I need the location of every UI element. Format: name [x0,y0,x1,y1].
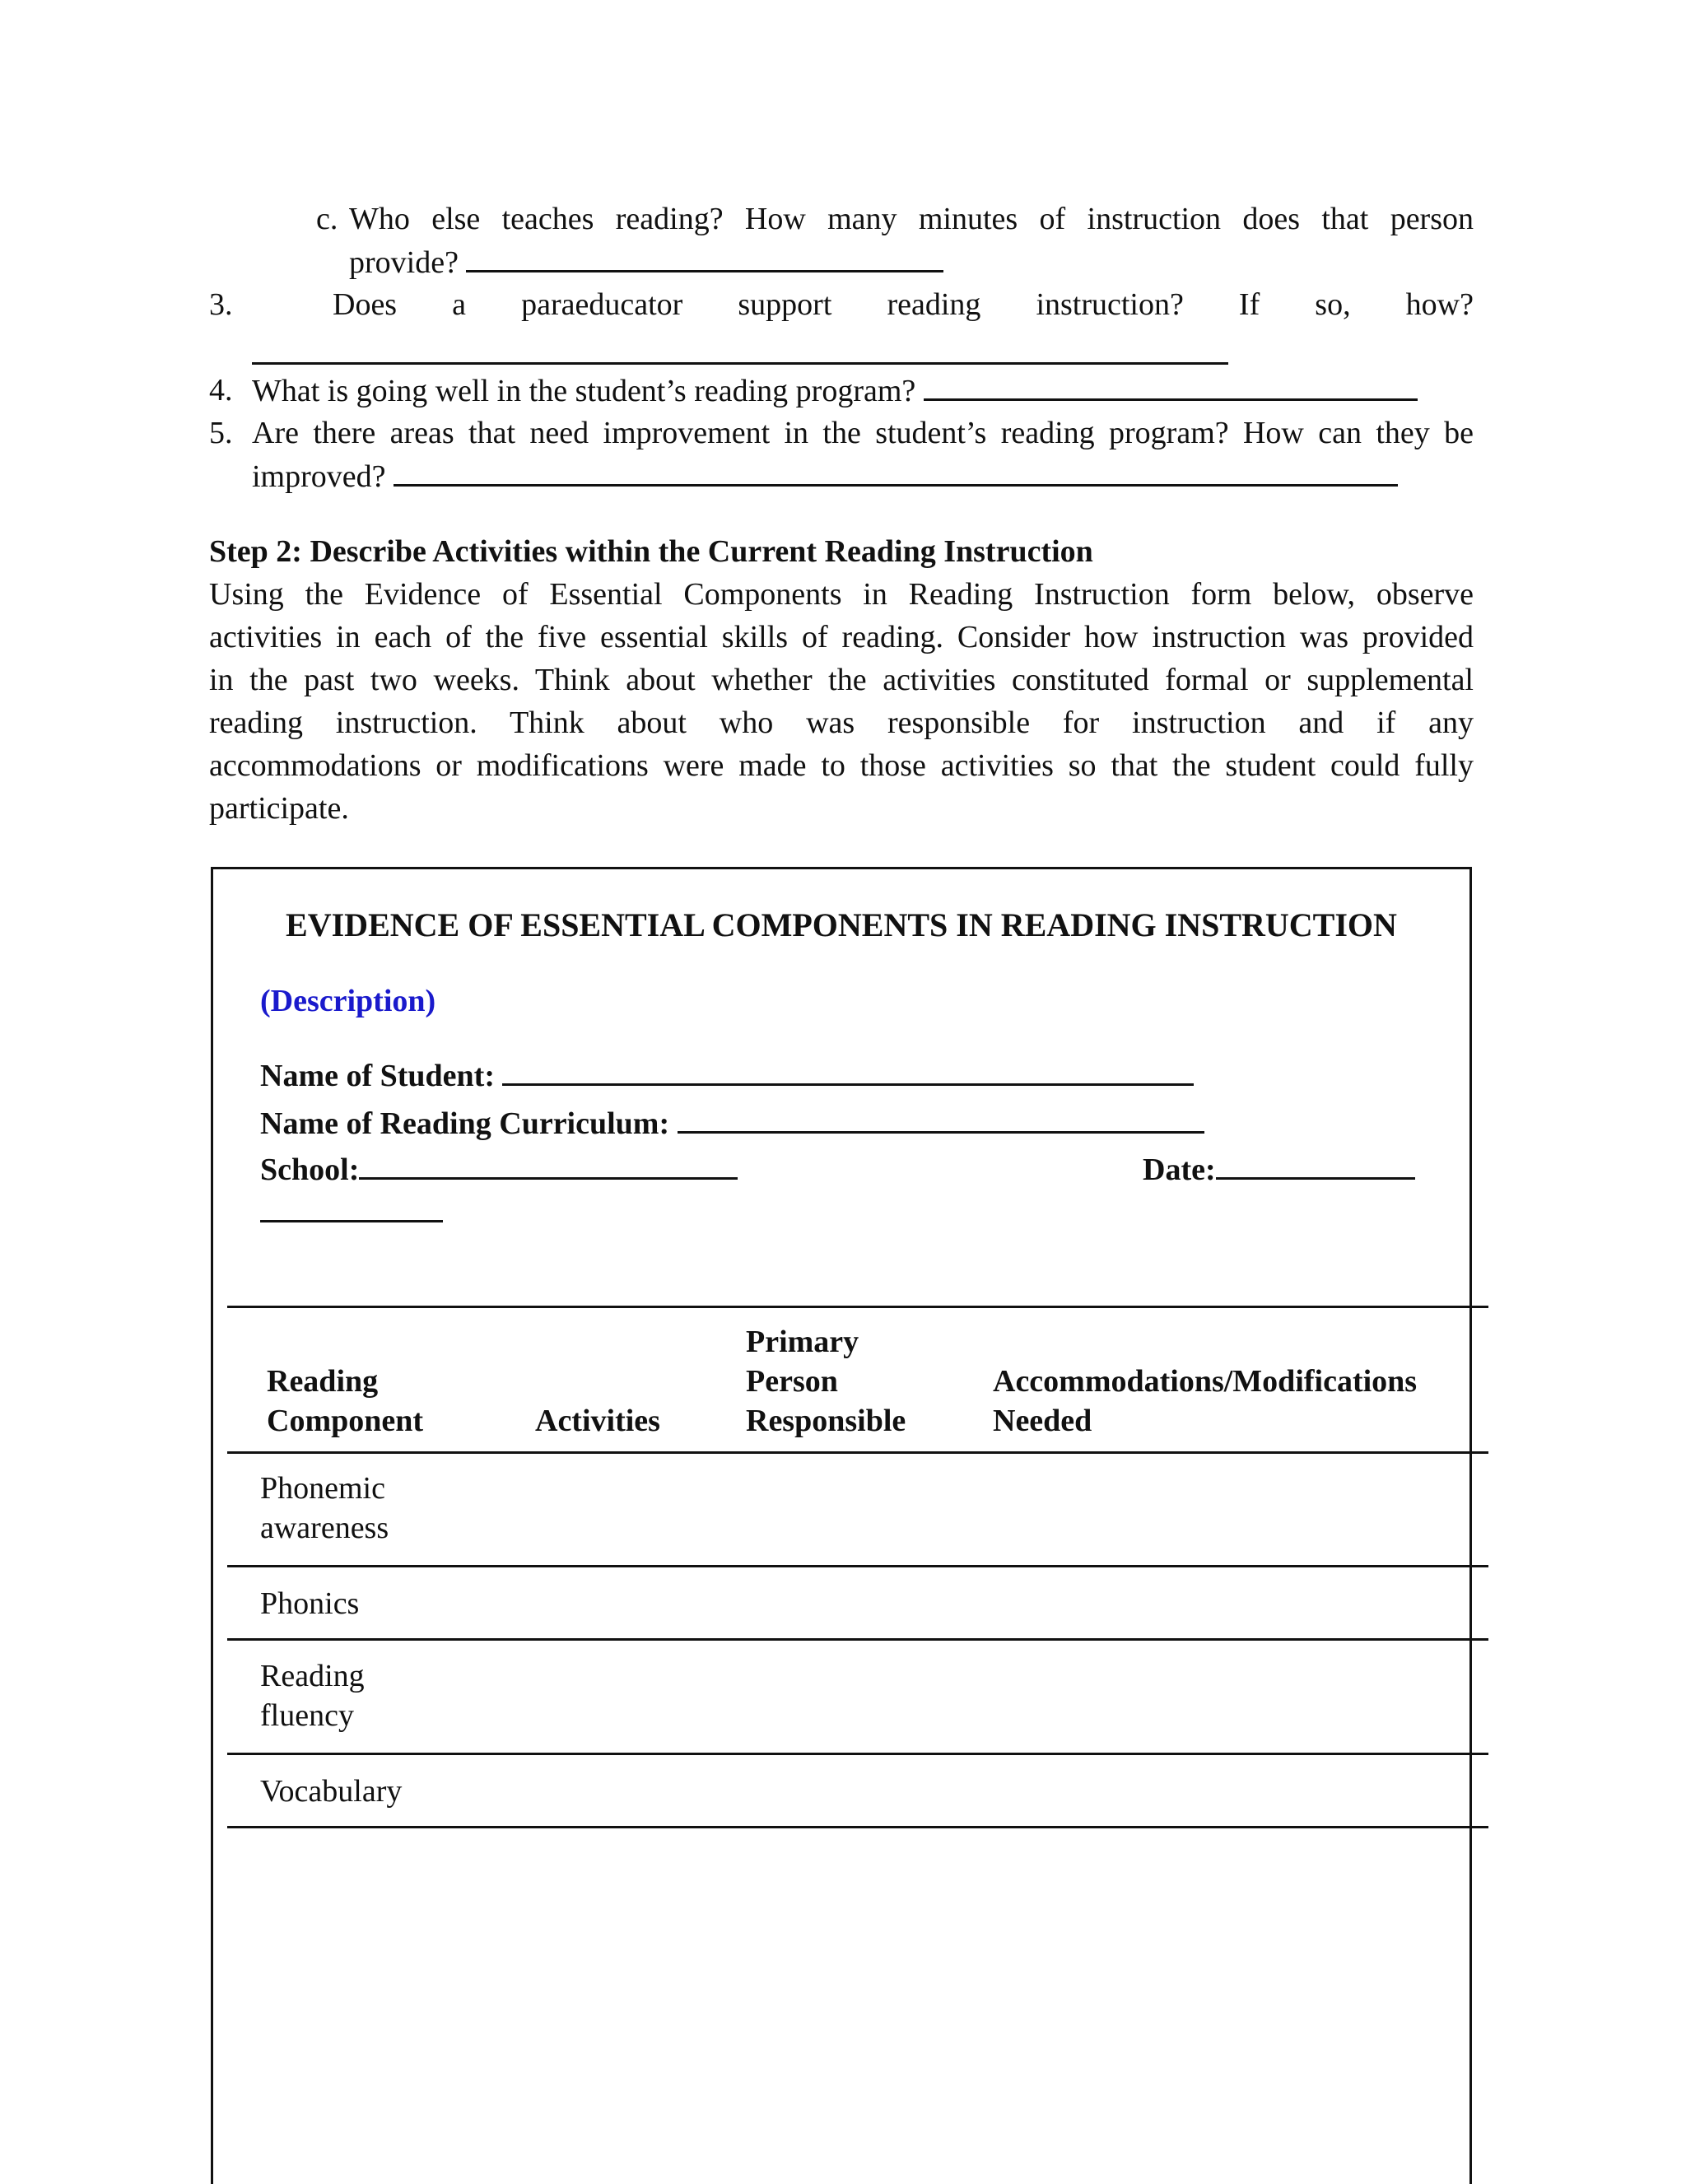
question-5-answer-blank[interactable] [394,454,1398,487]
question-3-word-8: how? [1405,287,1474,322]
question-3-word-4: reading [887,287,981,322]
curriculum-name-label: Name of Reading Curriculum: [260,1106,670,1141]
step-2-paragraph-line-1: Using the Evidence of Essential Components in Reading Instruction form below, observe [209,577,1474,612]
question-4-line [252,369,1418,412]
school-label: School: [260,1153,360,1187]
question-3-word-2: paraeducator [521,287,683,322]
question-2c-word-3: reading? [615,202,724,236]
question-5-number: 5. [209,416,233,450]
question-5-line2 [252,454,1398,498]
table-header-rule [227,1451,1488,1454]
question-5-line1: Are there areas that need improvement in the student’s reading program? How can they be [252,416,1474,450]
question-3-word-1: a [452,287,467,322]
question-2c-word-11: person [1390,202,1474,236]
row-label-reading: Reading [260,1659,365,1693]
question-2c-word-7: of [1039,202,1066,236]
form-description: (Description) [260,984,436,1018]
col-header-reading-component-line1: Reading [267,1364,379,1399]
form-title: EVIDENCE OF ESSENTIAL COMPONENTS IN READING INSTRUCTION [286,906,1397,943]
question-2c-word-1: else [431,202,481,236]
question-2c-marker: c. [316,202,338,236]
question-3-word-7: so, [1315,287,1351,322]
table-row-rule-1 [227,1565,1488,1567]
table-row-reading-fluency [260,1656,365,1735]
date-label: Date: [1143,1153,1216,1187]
question-2c-word-4: How [744,202,806,236]
question-2c-word-8: instruction [1087,202,1222,236]
question-2c-word-9: does [1242,202,1301,236]
question-2c-word-0: Who [349,202,410,236]
table-row-phonics: Phonics [260,1586,360,1621]
question-4-number: 4. [209,373,233,407]
step-2-paragraph-line-4: reading instruction. Think about who was responsible for instruction and if any [209,705,1474,740]
question-3-word-5: instruction? [1036,287,1184,322]
table-row-rule-2 [227,1638,1488,1641]
col-header-primary-line1: Primary [746,1325,859,1359]
col-header-primary-line2: Person [746,1364,838,1399]
question-3-line [333,283,1474,326]
row-label-phonemic: Phonemic [260,1471,385,1506]
question-2c-line2 [349,240,943,284]
table-row-rule-4 [227,1826,1488,1828]
student-name-field [260,1054,1194,1097]
col-header-activities: Activities [535,1404,660,1438]
question-3-word-0: Does [333,287,398,322]
step-2-paragraph-line-6: participate. [209,791,349,826]
table-top-rule [227,1306,1488,1308]
question-2c-word-10: that [1321,202,1369,236]
student-name-blank[interactable] [502,1054,1194,1086]
curriculum-name-blank[interactable] [678,1101,1204,1134]
table-row-rule-3 [227,1753,1488,1755]
col-header-accommodations-line2: Needed [993,1404,1092,1438]
date-blank-continued[interactable] [260,1190,443,1222]
col-header-reading-component [267,1322,423,1441]
row-label-fluency: fluency [260,1698,354,1733]
date-field [1143,1148,1415,1191]
question-5-improved: improved? [252,459,386,494]
question-2c-line1 [349,198,1474,240]
step-2-paragraph-line-2: activities in each of the five essential skills of reading. Consider how instruction was provided [209,620,1474,654]
question-2c-word-6: minutes [918,202,1018,236]
col-header-primary-line3: Responsible [746,1404,906,1438]
table-row-vocabulary: Vocabulary [260,1774,403,1809]
curriculum-name-field [260,1101,1204,1145]
question-3-word-3: support [738,287,832,322]
question-2c-provide: provide? [349,245,459,280]
date-blank[interactable] [1216,1148,1415,1180]
question-3-number: 3. [209,287,233,322]
question-3-answer-blank[interactable] [252,333,1228,365]
question-4-answer-blank[interactable] [924,369,1418,401]
col-header-accommodations [993,1362,1417,1441]
student-name-label: Name of Student: [260,1059,495,1093]
step-2-heading: Step 2: Describe Activities within the Current Reading Instruction [209,534,1093,569]
step-2-paragraph-line-3: in the past two weeks. Think about whether the activities constituted formal or supplemental [209,663,1474,697]
row-label-awareness: awareness [260,1511,389,1545]
question-2c-answer-blank[interactable] [466,240,943,272]
col-header-reading-component-line2: Component [267,1404,424,1438]
question-2c-word-5: many [827,202,897,236]
table-row-phonemic-awareness [260,1469,389,1548]
question-3-word-6: If [1238,287,1260,322]
school-blank[interactable] [359,1148,738,1180]
col-header-accommodations-line1: Accommodations/Modifications [993,1364,1418,1399]
question-4-text: What is going well in the student’s reading program? [252,374,916,408]
step-2-paragraph-line-5: accommodations or modifications were made to those activities so that the student could fully [209,748,1474,783]
question-2c-word-2: teaches [501,202,594,236]
col-header-primary-person [746,1322,906,1441]
school-field [260,1148,738,1191]
